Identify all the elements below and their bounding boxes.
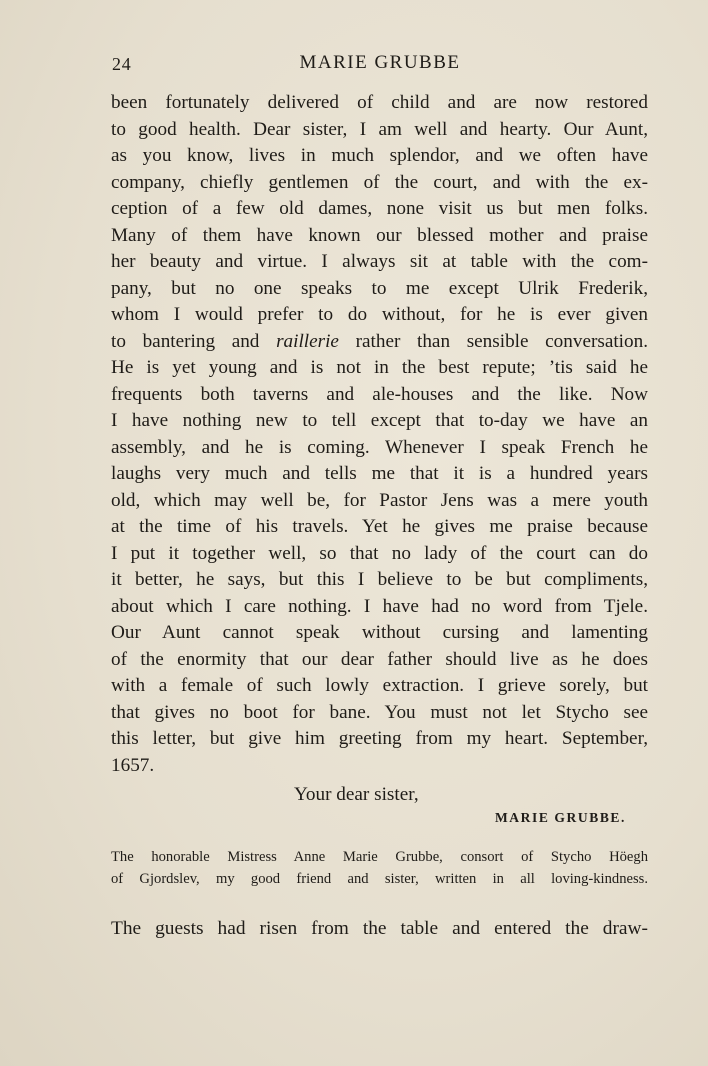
- letter-body: [111, 90, 648, 779]
- salutation: Your dear sister,: [294, 784, 419, 805]
- signature: MARIE GRUBBE.: [494, 810, 626, 825]
- address-line: of Gjordslev, my good friend and sister, written in all loving-kindness.: [111, 871, 648, 887]
- text-line: Many of them have known our blessed mother and praise: [111, 224, 648, 246]
- text-line: company, chiefly gentlemen of the court, and with the ex-: [111, 171, 648, 193]
- text-line: He is yet young and is not in the best repute; ’tis said he: [111, 357, 648, 378]
- letter-address: [111, 846, 648, 890]
- text-line: been fortunately delivered of child and are now restored: [111, 92, 648, 113]
- text-line: to good health. Dear sister, I am well and hearty. Our Aunt,: [111, 118, 648, 140]
- italic-word: raillerie: [276, 330, 339, 352]
- text-line: ception of a few old dames, none visit us but men folks.: [111, 198, 648, 219]
- text-line: about which I care nothing. I have had no word from Tjele.: [111, 595, 648, 617]
- text-line: old, which may well be, for Pastor Jens was a mere youth: [111, 489, 648, 511]
- text-line: it better, he says, but this I believe to be but compliments,: [111, 569, 648, 590]
- text-segment: to bantering and: [111, 330, 260, 352]
- text-line: Our Aunt cannot speak without cursing and lamenting: [111, 622, 648, 643]
- text-line: as you know, lives in much splendor, and we often have: [111, 145, 648, 166]
- text-line: whom I would prefer to do without, for he is ever given: [111, 304, 648, 325]
- narrative-continuation: The guests had risen from the table and entered the draw-: [111, 918, 648, 939]
- text-segment: rather than sensible conversation.: [355, 330, 648, 352]
- text-line: her beauty and virtue. I always sit at table with the com-: [111, 251, 648, 272]
- text-line: at the time of his travels. Yet he gives me praise because: [111, 516, 648, 537]
- text-line: of the enormity that our dear father should live as he does: [111, 648, 648, 670]
- text-line: pany, but no one speaks to me except Ulrik Frederik,: [111, 277, 648, 299]
- text-line: that gives no boot for bane. You must not let Stycho see: [111, 701, 648, 723]
- page-header: [112, 50, 648, 80]
- text-line: with a female of such lowly extraction. I grieve sorely, but: [111, 675, 648, 696]
- running-title: MARIE GRUBBE: [299, 52, 461, 73]
- text-line: this letter, but give him greeting from my heart. September,: [111, 728, 648, 749]
- page-number: 24: [112, 54, 132, 74]
- text-line: assembly, and he is coming. Whenever I speak French he: [111, 436, 648, 458]
- text-line: I put it together well, so that no lady of the court can do: [111, 542, 648, 564]
- text-line: frequents both taverns and ale-houses and the like. Now: [111, 383, 648, 405]
- address-line: The honorable Mistress Anne Marie Grubbe, consort of Stycho Höegh: [111, 849, 648, 865]
- text-line-with-italic: [111, 329, 648, 356]
- text-line: 1657.: [111, 754, 155, 776]
- text-line: laughs very much and tells me that it is a hundred years: [111, 463, 648, 484]
- text-line: I have nothing new to tell except that to-day we have an: [111, 410, 648, 431]
